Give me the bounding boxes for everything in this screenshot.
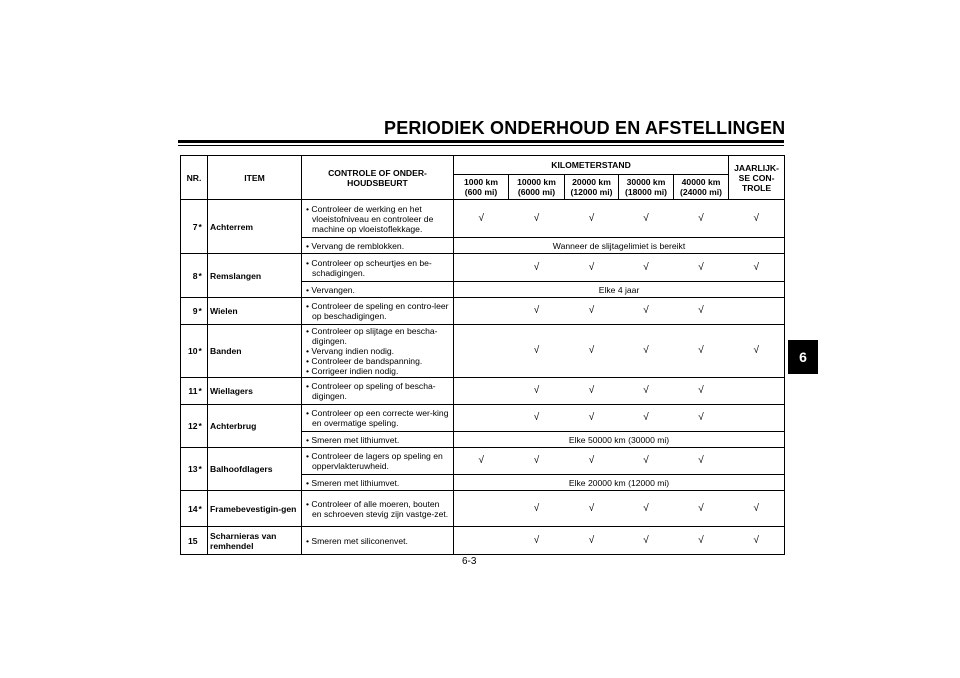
- check-mark-icon: √: [565, 298, 619, 325]
- task-bullet: [304, 408, 451, 428]
- task-text: Vervangen.: [311, 284, 355, 295]
- check-mark-icon: √: [674, 254, 729, 282]
- check-mark-icon: √: [509, 254, 565, 282]
- row-control: [302, 432, 454, 448]
- table-row: [181, 491, 785, 527]
- header-km-0: 1000 km (600 mi): [454, 175, 509, 200]
- page-number: 6-3: [462, 556, 477, 567]
- row-control: [302, 325, 454, 378]
- task-bullet: [304, 478, 451, 488]
- check-mark-icon: √: [619, 254, 674, 282]
- task-text: Corrigeer indien nodig.: [311, 366, 399, 376]
- row-star-marker: *: [199, 254, 208, 298]
- task-text: Smeren met lithiumvet.: [311, 477, 400, 488]
- row-star-marker: *: [199, 298, 208, 325]
- check-mark-icon: √: [454, 448, 509, 475]
- row-control: [302, 298, 454, 325]
- bullet-icon: •: [306, 381, 312, 391]
- page-title: PERIODIEK ONDERHOUD EN AFSTELLINGEN: [384, 118, 786, 138]
- task-text: Controleer de speling en contro-leer op beschadigingen.: [311, 301, 449, 321]
- header-km-group: KILOMETERSTAND: [454, 156, 729, 175]
- chapter-tab[interactable]: 6: [788, 340, 818, 374]
- task-text: Controleer de lagers op speling en oppervlakteruwheid.: [311, 451, 443, 471]
- empty-cell: [729, 378, 785, 405]
- check-mark-icon: √: [619, 491, 674, 527]
- empty-cell: [454, 298, 509, 325]
- check-mark-icon: √: [509, 448, 565, 475]
- empty-cell: [454, 491, 509, 527]
- task-text: Smeren met siliconenvet.: [311, 535, 408, 546]
- check-mark-icon: √: [674, 378, 729, 405]
- bullet-icon: •: [306, 301, 312, 311]
- row-control: [302, 448, 454, 475]
- check-mark-icon: √: [729, 200, 785, 238]
- task-bullet: [304, 435, 451, 445]
- table-row: [181, 378, 785, 405]
- check-mark-icon: √: [619, 405, 674, 432]
- task-bullet: [304, 381, 451, 401]
- check-mark-icon: √: [509, 527, 565, 555]
- empty-cell: [729, 448, 785, 475]
- check-mark-icon: √: [729, 325, 785, 378]
- check-mark-icon: √: [619, 378, 674, 405]
- check-mark-icon: √: [565, 325, 619, 378]
- check-mark-icon: √: [619, 200, 674, 238]
- task-text: Controleer op een correcte wer-king en overmatige speling.: [311, 408, 449, 428]
- row-control: [302, 200, 454, 238]
- task-bullet: [304, 536, 451, 546]
- check-mark-icon: √: [619, 527, 674, 555]
- row-item: Wielen: [208, 298, 302, 325]
- task-bullet: [304, 366, 451, 376]
- row-number: 13: [181, 448, 199, 491]
- check-mark-icon: √: [674, 325, 729, 378]
- header-km-1: 10000 km (6000 mi): [509, 175, 565, 200]
- task-text: Controleer op speling of bescha-digingen.: [311, 381, 436, 401]
- row-control: [302, 254, 454, 282]
- table-row: [181, 325, 785, 378]
- check-mark-icon: √: [619, 325, 674, 378]
- maintenance-table: [180, 155, 785, 555]
- row-control: [302, 282, 454, 298]
- row-star-marker: [199, 527, 208, 555]
- check-mark-icon: √: [674, 491, 729, 527]
- row-item: Wiellagers: [208, 378, 302, 405]
- row-control: [302, 378, 454, 405]
- empty-cell: [729, 405, 785, 432]
- check-mark-icon: √: [565, 254, 619, 282]
- row-number: 10: [181, 325, 199, 378]
- row-star-marker: *: [199, 405, 208, 448]
- row-item: Balhoofdlagers: [208, 448, 302, 491]
- table-row: [181, 405, 785, 432]
- task-text: Controleer de bandspanning.: [311, 356, 423, 366]
- bullet-icon: •: [306, 477, 312, 488]
- title-rule-thick: [178, 140, 784, 143]
- table-row: [181, 527, 785, 555]
- row-control: [302, 491, 454, 527]
- row-control: [302, 475, 454, 491]
- task-bullet: [304, 451, 451, 471]
- row-number: 12: [181, 405, 199, 448]
- task-bullet: [304, 204, 451, 234]
- check-mark-icon: √: [565, 527, 619, 555]
- bullet-icon: •: [306, 451, 312, 461]
- table-row: [181, 254, 785, 282]
- row-number: 15: [181, 527, 199, 555]
- empty-cell: [729, 298, 785, 325]
- bullet-icon: •: [306, 326, 312, 336]
- empty-cell: [454, 325, 509, 378]
- row-item: Scharnieras van remhendel: [208, 527, 302, 555]
- task-bullet: [304, 285, 451, 295]
- check-mark-icon: √: [674, 448, 729, 475]
- table-row: [181, 200, 785, 238]
- header-control: CONTROLE OF ONDER-HOUDSBEURT: [302, 156, 454, 200]
- task-text: Controleer op scheurtjes en be-schadigingen.: [311, 257, 432, 278]
- bullet-icon: •: [306, 284, 312, 295]
- row-star-marker: *: [199, 378, 208, 405]
- row-star-marker: *: [199, 325, 208, 378]
- row-item: Achterbrug: [208, 405, 302, 448]
- maintenance-table-body: [181, 200, 785, 555]
- task-bullet: [304, 356, 451, 366]
- row-item: Framebevestigin-gen: [208, 491, 302, 527]
- header-km-3: 30000 km (18000 mi): [619, 175, 674, 200]
- bullet-icon: •: [306, 408, 312, 418]
- header-nr: NR.: [181, 156, 208, 200]
- row-star-marker: *: [199, 448, 208, 491]
- empty-cell: [454, 378, 509, 405]
- check-mark-icon: √: [565, 405, 619, 432]
- empty-cell: [454, 527, 509, 555]
- row-item: Achterrem: [208, 200, 302, 254]
- bullet-icon: •: [306, 535, 312, 546]
- row-control: [302, 238, 454, 254]
- bullet-icon: •: [306, 203, 312, 214]
- check-mark-icon: √: [509, 491, 565, 527]
- bullet-icon: •: [306, 356, 312, 366]
- empty-cell: [454, 405, 509, 432]
- check-mark-icon: √: [509, 298, 565, 325]
- check-mark-icon: √: [565, 200, 619, 238]
- task-text: Vervang de remblokken.: [311, 240, 405, 251]
- row-number: 14: [181, 491, 199, 527]
- task-bullet: [304, 346, 451, 356]
- check-mark-icon: √: [509, 405, 565, 432]
- task-text: Controleer op slijtage en bescha-digingen.: [311, 326, 438, 346]
- bullet-icon: •: [306, 240, 312, 251]
- task-bullet: [304, 326, 451, 346]
- header-km-4: 40000 km (24000 mi): [674, 175, 729, 200]
- check-mark-icon: √: [565, 491, 619, 527]
- row-number: 9: [181, 298, 199, 325]
- bullet-icon: •: [306, 366, 312, 376]
- row-item: Banden: [208, 325, 302, 378]
- bullet-icon: •: [306, 434, 312, 445]
- check-mark-icon: √: [674, 200, 729, 238]
- check-mark-icon: √: [729, 254, 785, 282]
- task-text: Controleer de werking en het vloeistofniveau en controleer de machine op vloeistoflekkage.: [311, 203, 434, 234]
- check-mark-icon: √: [509, 378, 565, 405]
- empty-cell: [454, 254, 509, 282]
- check-mark-icon: √: [454, 200, 509, 238]
- task-bullet: [304, 241, 451, 251]
- row-number: 8: [181, 254, 199, 298]
- title-rule-thin: [178, 145, 784, 146]
- check-mark-icon: √: [565, 378, 619, 405]
- bullet-icon: •: [306, 257, 312, 268]
- bullet-icon: •: [306, 498, 312, 509]
- task-bullet: [304, 258, 451, 278]
- check-mark-icon: √: [674, 527, 729, 555]
- task-bullet: [304, 301, 451, 321]
- check-mark-icon: √: [619, 448, 674, 475]
- task-bullet: [304, 499, 451, 519]
- interval-note: Elke 4 jaar: [454, 282, 785, 298]
- interval-note: Elke 50000 km (30000 mi): [454, 432, 785, 448]
- interval-note: Elke 20000 km (12000 mi): [454, 475, 785, 491]
- interval-note: Wanneer de slijtagelimiet is bereikt: [454, 238, 785, 254]
- check-mark-icon: √: [674, 298, 729, 325]
- check-mark-icon: √: [619, 298, 674, 325]
- row-number: 11: [181, 378, 199, 405]
- row-control: [302, 527, 454, 555]
- check-mark-icon: √: [509, 325, 565, 378]
- check-mark-icon: √: [729, 527, 785, 555]
- row-star-marker: *: [199, 491, 208, 527]
- bullet-icon: •: [306, 346, 312, 356]
- check-mark-icon: √: [509, 200, 565, 238]
- table-row: [181, 448, 785, 475]
- header-item: ITEM: [208, 156, 302, 200]
- check-mark-icon: √: [674, 405, 729, 432]
- header-annual: JAARLIJK-SE CON-TROLE: [729, 156, 785, 200]
- task-text: Smeren met lithiumvet.: [311, 434, 400, 445]
- row-star-marker: *: [199, 200, 208, 254]
- task-text: Controleer of alle moeren, bouten en schroeven stevig zijn vastge-zet.: [311, 498, 449, 519]
- check-mark-icon: √: [729, 491, 785, 527]
- check-mark-icon: √: [565, 448, 619, 475]
- row-item: Remslangen: [208, 254, 302, 298]
- header-km-2: 20000 km (12000 mi): [565, 175, 619, 200]
- table-row: [181, 298, 785, 325]
- task-text: Vervang indien nodig.: [311, 346, 395, 356]
- row-number: 7: [181, 200, 199, 254]
- row-control: [302, 405, 454, 432]
